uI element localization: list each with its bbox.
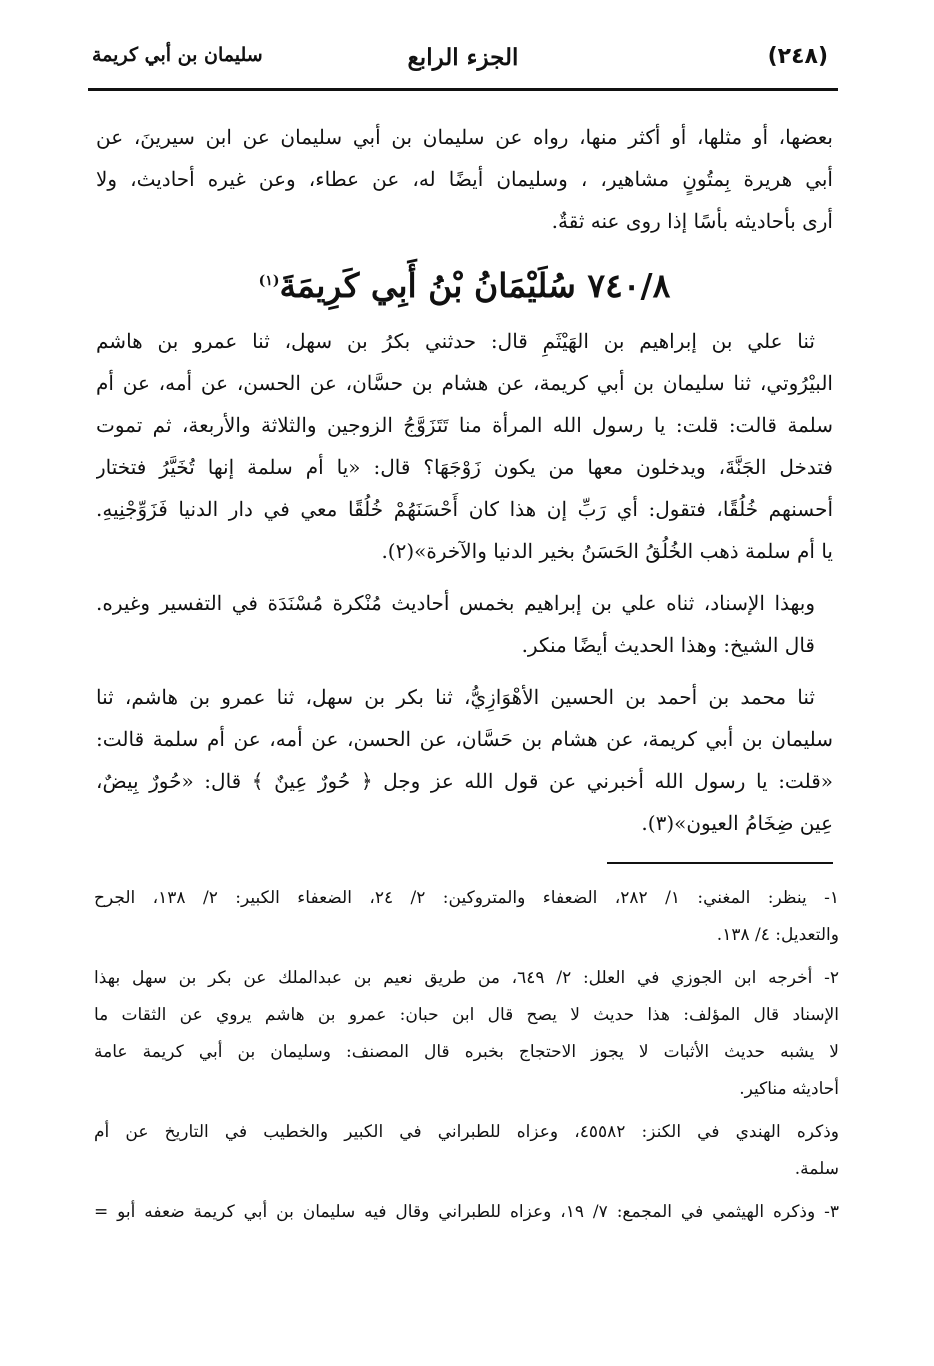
text-line: عِين ضِخَامُ العيون»(٣). <box>641 811 833 835</box>
text-line: يا أم سلمة ذهب الخُلُقُ الحَسَنُ بخير الدنيا والآخرة»(٢). <box>381 539 833 563</box>
text-line: قال الشيخ: وهذا الحديث أيضًا منكر. <box>521 633 815 657</box>
footnote-line: الإسناد قال المؤلف: هذا حديث لا يصح قال ابن حبان: عمرو بن هاشم يروي عن الثقات ما <box>94 1005 839 1025</box>
footnotes <box>94 880 839 1231</box>
text-line: «قلت: يا رسول الله أخبرني عن قول الله عز وجل ﴿ حُورٌ عِينٌ ﴾ قال: «حُورٌ بِيضٌ، <box>96 769 833 793</box>
text-line: وبهذا الإسناد، ثناه علي بن إبراهيم بخمس أحاديث مُنْكرة مُسْنَدَة في التفسير وغيره. <box>96 591 815 615</box>
paragraph-gap <box>96 666 833 676</box>
text-line: سليمان بن أبي كريمة، عن هشام بن حَسَّان، عن الحسن، عن أمه، عن أم سلمة قالت: <box>96 727 833 751</box>
footnote-line: وذكره الهندي في الكنز: ٤٥٥٨٢، وعزاه للطبراني في الكبير والخطيب في التاريخ عن أم <box>94 1122 839 1142</box>
entry-title-footnote-ref: (١) <box>258 273 280 289</box>
text-line: بعضها، أو مثلها، أو أكثر منها، رواه عن سليمان بن أبي سليمان عن ابن سيرينَ، عن <box>96 125 833 149</box>
text-line: أحسنهم خُلُقًا، فتقول: أي رَبِّ إن هذا كان أَحْسَنَهُمْ خُلُقًا معي في دار الدنيا فَزَوِّجْنِيهِ. <box>96 497 833 521</box>
text-line: أرى بأحاديثه بأسًا إذا روى عنه ثقةٌ. <box>551 209 833 233</box>
header-rule <box>88 88 838 91</box>
text-line: أبي هريرة بِمتُونٍ مشاهير، ، وسليمان أيضًا له، عن عطاء، وعن غيره أحاديث، ولا <box>96 167 833 191</box>
entry-title <box>96 242 833 320</box>
footnote-line: والتعديل: ٤/ ١٣٨. <box>716 925 839 945</box>
footnote-line: ١- ينظر: المغني: ١/ ٢٨٢، الضعفاء والمتروكين: ٢/ ٢٤، الضعفاء الكبير: ٢/ ١٣٨، الجرح <box>94 888 839 908</box>
entry-title-text: ٧٤٠/٨ سُلَيْمَانُ بْنُ أَبِي كَرِيمَةَ <box>279 266 671 305</box>
main-text <box>96 116 833 844</box>
footnote-line: ٢- أخرجه ابن الجوزي في العلل: ٢/ ٦٤٩، من طريق نعيم بن عبدالملك عن بكر بن سهل بهذا <box>94 968 839 988</box>
footnote-rule <box>607 862 833 864</box>
text-line: ثنا علي بن إبراهيم بن الهَيْثَمِ قال: حدثني بكرُ بن سهل، ثنا عمرو بن هاشم <box>96 329 815 353</box>
paragraph-gap <box>96 572 833 582</box>
text-line: ثنا محمد بن أحمد بن الحسين الأهْوَازِيُّ، ثنا بكر بن سهل، ثنا عمرو بن هاشم، ثنا <box>96 685 815 709</box>
footnote-line: سلمة. <box>794 1159 839 1179</box>
page-header <box>88 38 838 88</box>
volume-title: الجزء الرابع <box>407 44 519 71</box>
text-line: البيْرُوتي، ثنا سليمان بن أبي كريمة، عن هشام بن حسَّان، عن الحسن، عن أمه، عن أم <box>96 371 833 395</box>
page-number: (٢٤٨) <box>767 44 828 69</box>
text-line: فتدخل الجَنَّةَ، ويدخلون معها من يكون زَوْجَهَا؟ قال: «يا أم سلمة إنها تُخَيَّرُ فتختار <box>96 455 833 479</box>
running-title: سليمان بن أبي كريمة <box>92 44 263 66</box>
text-line: سلمة قالت: قلت: يا رسول الله المرأة منا تَتَزَوَّجُ الزوجين والثلاثة والأربعة، ثم تموت <box>96 413 833 437</box>
footnote-line: ٣- وذكره الهيثمي في المجمع: ٧/ ١٩، وعزاه للطبراني وقال فيه سليمان بن أبي كريمة ضعفه أبو = <box>94 1202 839 1222</box>
footnote-line: لا يشبه حديث الأثبات لا يجوز الاحتجاج بخبره قال المصنف: وسليمان بن أبي كريمة عامة <box>94 1042 839 1062</box>
footnote-line: أحاديثه مناكير. <box>739 1079 839 1099</box>
